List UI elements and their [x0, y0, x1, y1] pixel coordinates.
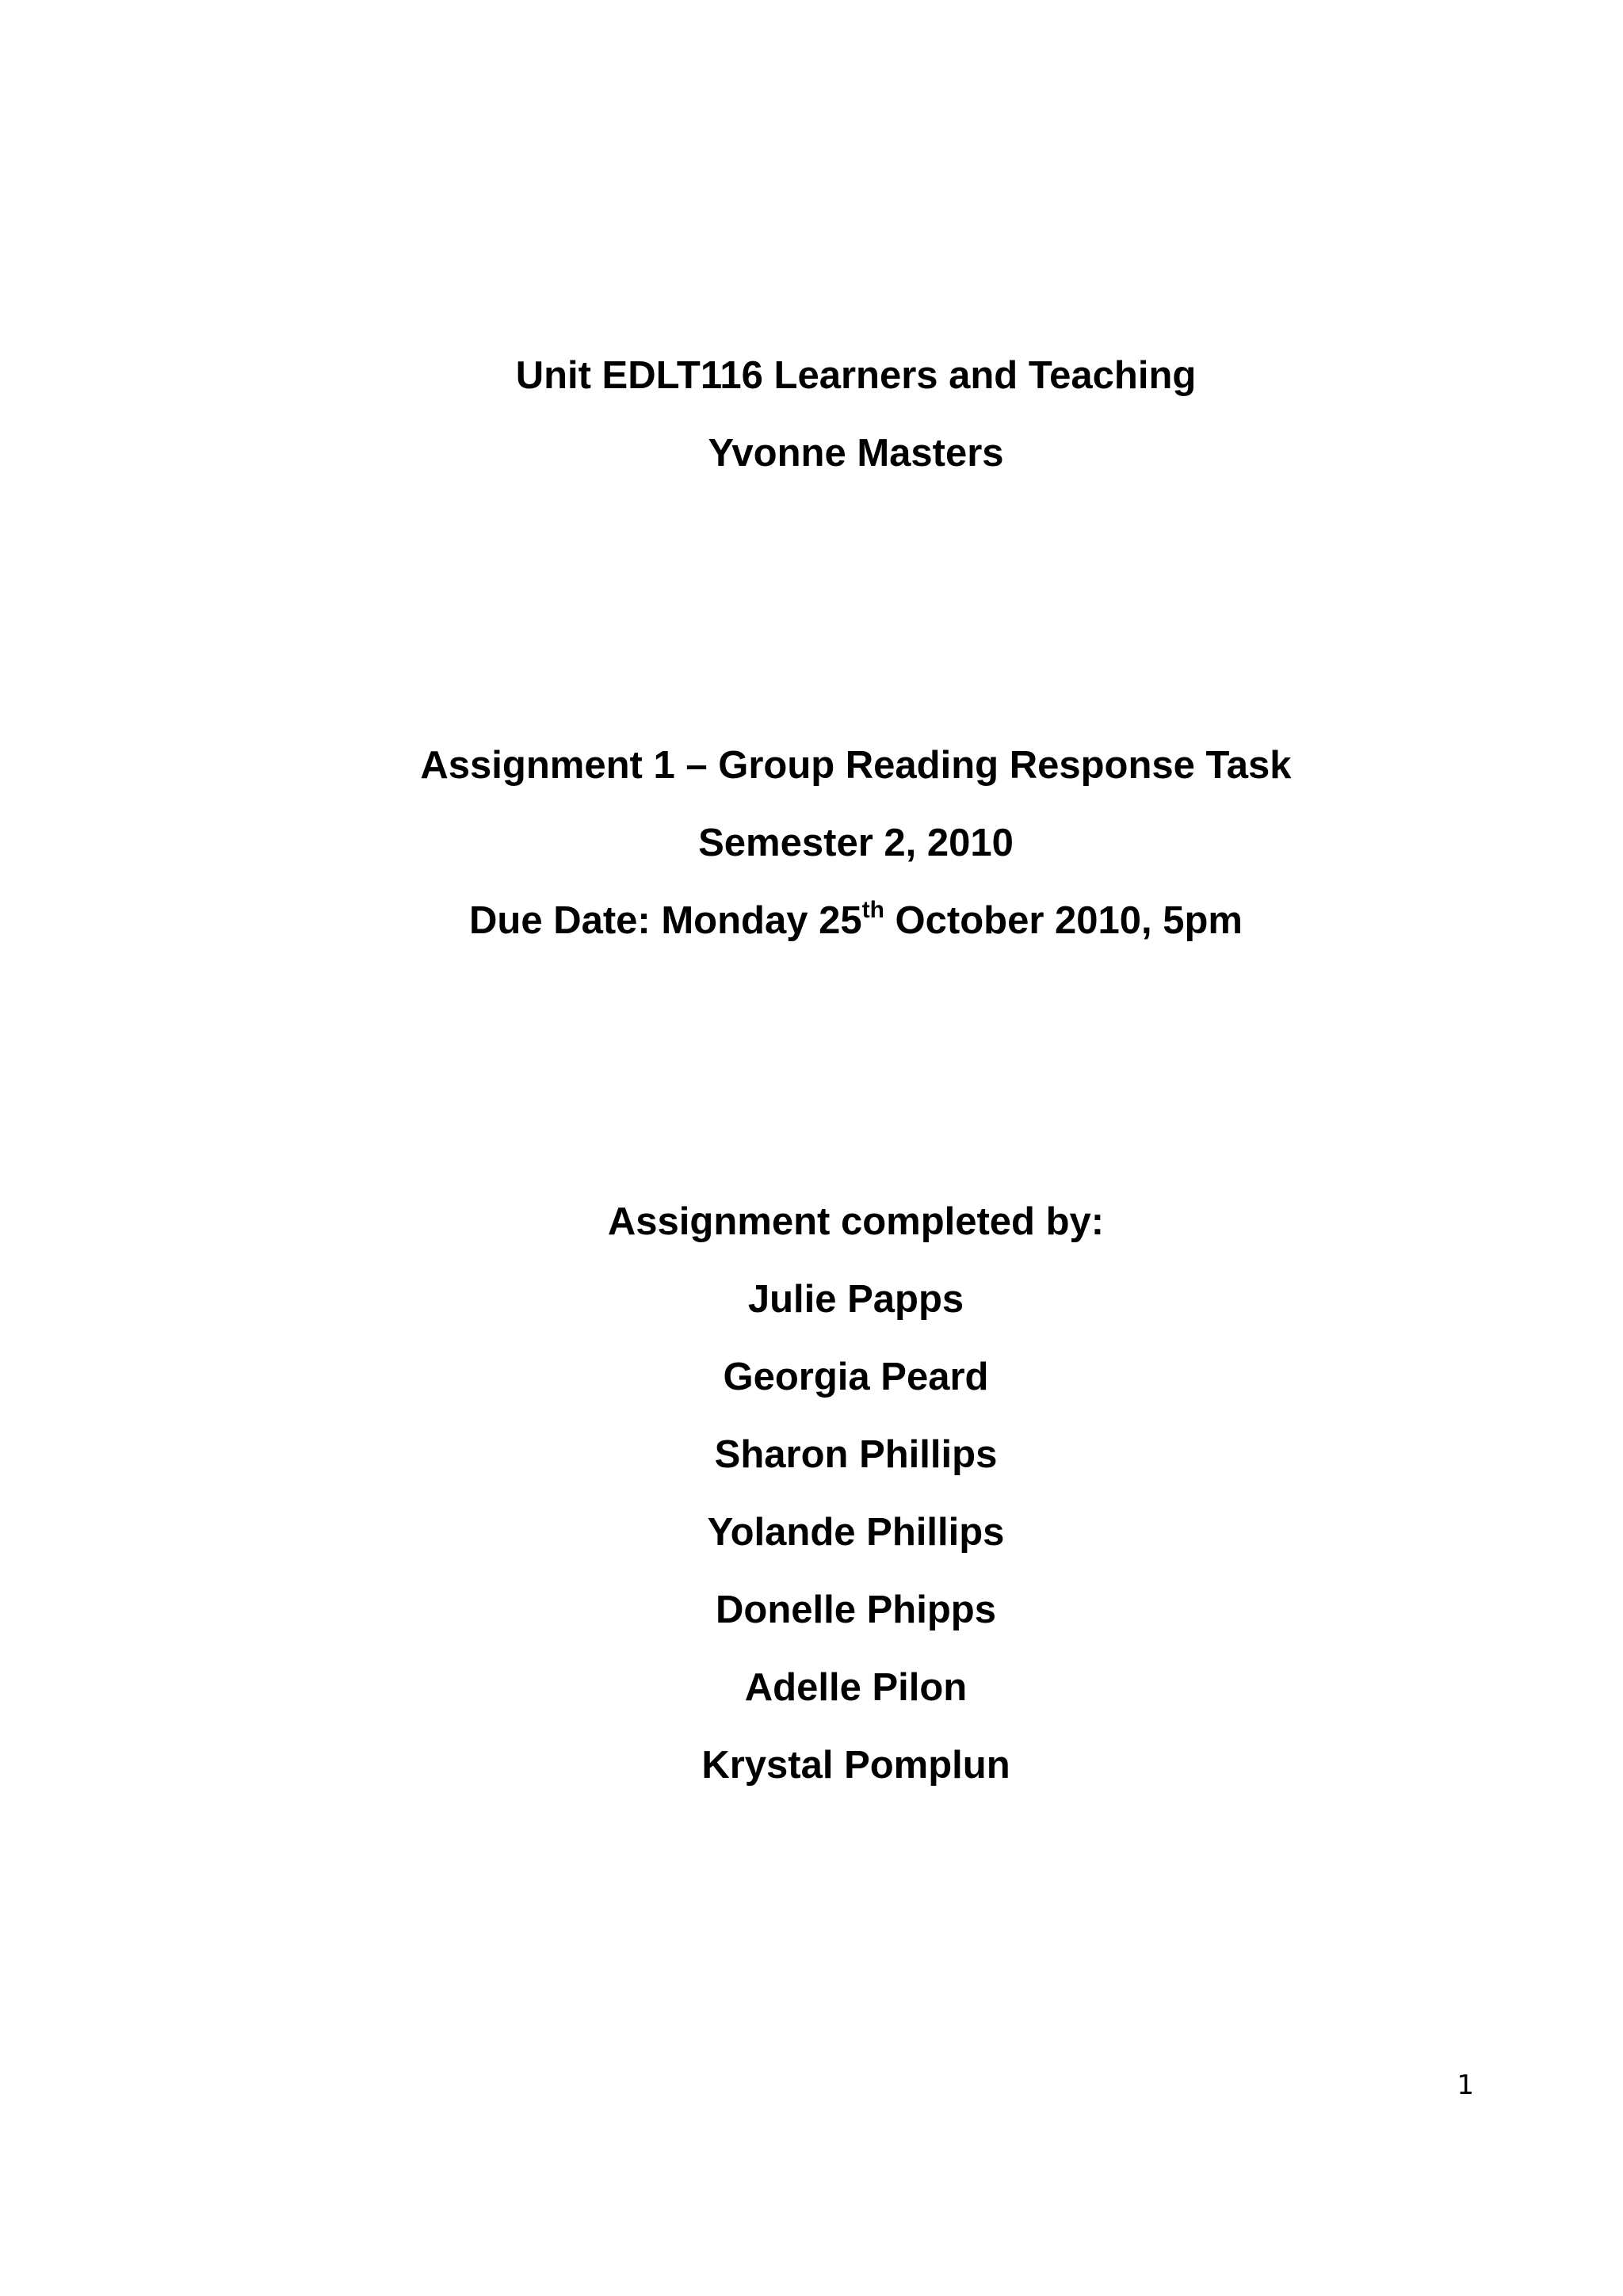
lecturer-name: Yvonne Masters — [708, 432, 1004, 475]
author-name: Sharon Phillips — [714, 1433, 998, 1476]
author-name: Donelle Phipps — [716, 1589, 996, 1631]
unit-title: Unit EDLT116 Learners and Teaching — [515, 354, 1197, 397]
due-date — [0, 897, 1623, 944]
author-name: Julie Papps — [747, 1278, 964, 1321]
author-name: Adelle Pilon — [744, 1666, 968, 1709]
page-number: 1 — [1457, 2069, 1474, 2101]
semester: Semester 2, 2010 — [698, 822, 1014, 864]
completed-by-heading: Assignment completed by: — [607, 1200, 1105, 1243]
assignment-title: Assignment 1 – Group Reading Response Task — [420, 744, 1292, 787]
author-name: Georgia Peard — [723, 1356, 989, 1398]
author-name: Yolande Phillips — [707, 1511, 1005, 1554]
due-date-ordinal: th — [861, 897, 884, 923]
due-date-rest: October 2010, 5pm — [884, 899, 1243, 942]
author-name: Krystal Pomplun — [701, 1744, 1010, 1787]
due-date-prefix: Due Date: Monday 25 — [469, 899, 862, 942]
